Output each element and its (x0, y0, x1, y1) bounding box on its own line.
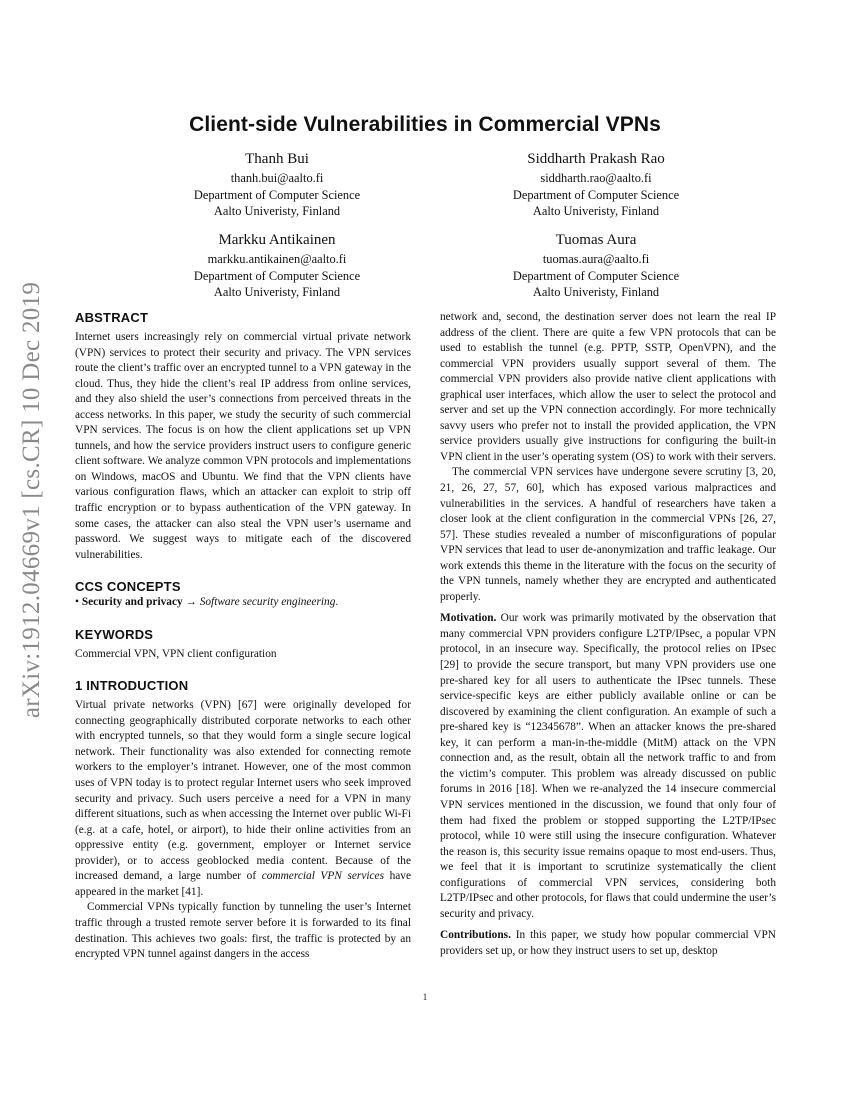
intro-paragraph-4: The commercial VPN services have undergone severe scrutiny [3, 20, 21, 26, 27, 57, 60], which has exposed various malpractices and vulnerabilities in the services. A handful of researchers have taken a closer look at the client configuration in the commercial VPNs [26, 27, 57]. These studies revealed a number of misconfigurations of popular VPN services that lead to user de-anonymization and traffic leakage. Our work extends this theme in the literature with the focus on the security of the VPN tunnels, namely whether they are encrypted and authenticated properly. (440, 466, 776, 603)
author-email: markku.antikainen@aalto.fi (207, 252, 347, 266)
author-dept: Department of Computer Science (193, 268, 361, 283)
author-email: siddharth.rao@aalto.fi (540, 171, 652, 185)
motivation-paragraph: Motivation. Our work was primarily motivated by the observation that many commercial VPN providers configure L2TP/IPsec, a popular VPN protocol, in an insecure way. Specifically, the protocol relies on IPsec [29] to provide the secure transport, but many VPN providers use one pre-shared key for all users to authenticate the IPsec tunnels. These service-specific keys are either publicly available online or can be discovered by examining the client configuration. An example of such a pre-shared key is “12345678”. When an attacker knows the pre-shared key, it can perform a man-in-the-middle (MitM) attack on the VPN connection and, as the result, obtain all the network traffic to and from the victim’s computer. This problem was already discussed on public forums in 2016 [18]. When we re-analyzed the 14 insecure commercial VPN services mentioned in the discussion, we found that only four of them had fixed the problem or stopped supporting the L2TP/IPsec protocol, while 10 were still using the insecure configuration. Whatever the reason is, this security issue remains opaque to most end-users. Thus, we feel that it is important to scrutinize systematically the client configurations of commercial VPN services, considering both L2TP/IPsec and other protocols, for flaws that could undermine the user’s security and privacy. (440, 612, 776, 920)
author-affiliation: Aalto Univeristy, Finland (532, 285, 660, 299)
author-block-4 (446, 230, 746, 301)
intro-paragraph-3: network and, second, the destination server does not learn the real IP address of the client. There are quite a few VPN protocols that can be used to establish the tunnel (e.g. PPTP, SSTP, OpenVPN), and the commercial VPN providers usually support several of them. The commercial VPN providers also provide native client applications with graphical user interfaces, which allow the user to select the protocol and server and set up the VPN connection accordingly. For more technically savvy users who prefer not to install the provided application, the VPN service providers usually give instructions for configuring the built-in VPN client in the user’s operating system (OS) to work with their servers. (440, 311, 776, 463)
author-block-2 (446, 149, 746, 220)
author-dept: Department of Computer Science (512, 268, 680, 283)
author-block-1 (127, 149, 427, 220)
page-number: 1 (422, 992, 428, 1002)
author-name: Siddharth Prakash Rao (527, 151, 665, 167)
abstract-text: Internet users increasingly rely on commercial virtual private network (VPN) services to protect their security and privacy. The VPN services route the client’s traffic over an encrypted tunnel to a VPN gateway in the cloud. Thus, they hide the client’s real IP address from online services, and they also shield the user’s connections from perceived threats in the access networks. In this paper, we study the security of such commercial VPN services. The focus is on how the client applications set up VPN tunnels, and how the service providers instruct users to configure generic client software. We analyze common VPN protocols and implementations on Windows, macOS and Ubuntu. We find that the VPN clients have various configuration flaws, which an attacker can exploit to strip off traffic encryption or to bypass authentication of the VPN gateway. In some cases, the attacker can also steal the VPN user’s username and password. We suggest ways to mitigate each of the discovered vulnerabilities. (75, 331, 411, 561)
author-name: Markku Antikainen (218, 232, 336, 248)
author-dept: Department of Computer Science (512, 187, 680, 202)
author-name: Thanh Bui (245, 151, 309, 167)
keywords-heading: KEYWORDS (75, 626, 154, 642)
ccs-concepts: • Security and privacy → Software security engineering. (75, 596, 339, 609)
right-column (440, 310, 776, 959)
contributions-paragraph: Contributions. In this paper, we study how popular commercial VPN providers set up, or how they instruct users to set up, desktop (440, 929, 776, 957)
intro-paragraph-2: Commercial VPNs typically function by tunneling the user’s Internet traffic through a trusted remote server before it is forwarded to its final destination. This achieves two goals: first, the traffic is protected by an encrypted VPN tunnel against dangers in the access (75, 901, 411, 961)
author-affiliation: Aalto Univeristy, Finland (213, 204, 341, 218)
left-column (75, 310, 411, 963)
paper-title: Client-side Vulnerabilities in Commercial VPNs (189, 113, 661, 136)
author-email: tuomas.aura@aalto.fi (542, 252, 650, 266)
arxiv-identifier: arXiv:1912.04669v1 [cs.CR] 10 Dec 2019 (18, 281, 45, 719)
author-dept: Department of Computer Science (193, 187, 361, 202)
author-affiliation: Aalto Univeristy, Finland (532, 204, 660, 218)
intro-paragraph-1: Virtual private networks (VPN) [67] were originally developed for connecting geographically distributed corporate networks to each other with encrypted tunnels, so that they would form a single secure logical network. Their functionality was also extended for connecting remote workers to the employer’s intranet. However, one of the most common uses of VPN today is to protect regular Internet users who seek improved security and privacy. Such users perceive a need for a VPN in many different situations, such as when accessing the Internet over public Wi-Fi (e.g. at a cafe, hotel, or airport), to hide their online activities from an oppressive entity (e.g. government, employer or Internet service provider), or to access geoblocked media content. Because of the increased demand, a large number of commercial VPN services have appeared in the market [41]. (75, 699, 412, 898)
abstract-heading: ABSTRACT (75, 310, 149, 325)
ccs-heading: CCS CONCEPTS (75, 579, 181, 595)
author-affiliation: Aalto Univeristy, Finland (213, 285, 341, 299)
intro-heading: 1 INTRODUCTION (75, 678, 189, 694)
keywords-text: Commercial VPN, VPN client configuration (75, 647, 277, 660)
author-email: thanh.bui@aalto.fi (230, 171, 324, 185)
author-name: Tuomas Aura (555, 232, 637, 248)
author-block-3 (127, 230, 427, 301)
